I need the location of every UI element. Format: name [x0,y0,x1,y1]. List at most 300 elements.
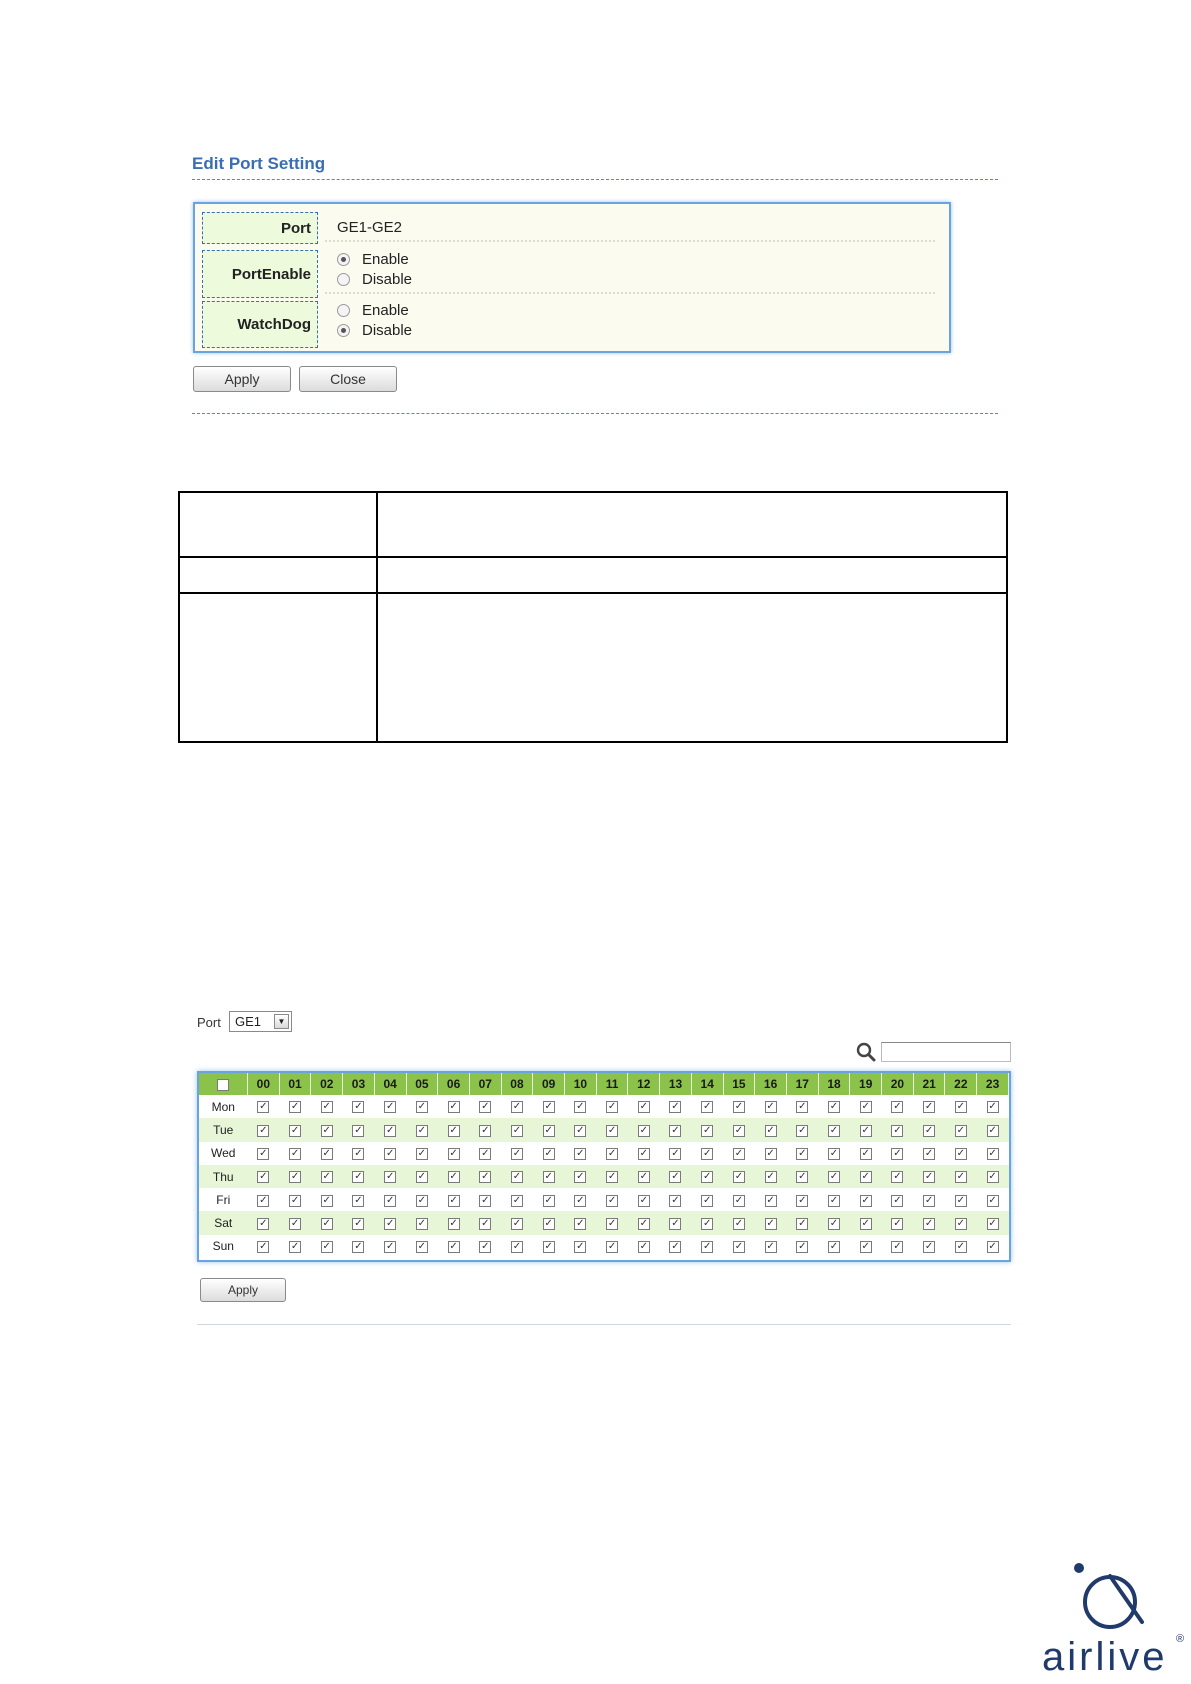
hour-checkbox[interactable]: ✓ [829,1171,839,1183]
hour-cell [691,1095,723,1118]
hour-checkbox[interactable]: ✓ [671,1217,680,1229]
hour-checkbox[interactable]: ✓ [607,1124,617,1136]
hour-checkbox[interactable]: ✓ [671,1241,680,1253]
hour-checkbox[interactable]: ✓ [576,1101,585,1113]
day-row [199,1211,1009,1234]
hour-cell [279,1118,311,1141]
hour-checkbox[interactable]: ✓ [639,1124,648,1136]
hour-cell [882,1211,914,1234]
hour-cell [501,1095,533,1118]
port-label: Port [202,212,318,244]
hour-checkbox[interactable]: ✓ [322,1194,331,1206]
hour-checkbox[interactable]: ✓ [829,1241,839,1253]
hour-header: 04 [374,1073,406,1095]
hour-checkbox[interactable]: ✓ [829,1101,839,1113]
hour-cell [565,1095,597,1118]
hour-cell [438,1188,470,1211]
hour-header: 17 [786,1073,818,1095]
hour-checkbox[interactable]: ✓ [893,1101,902,1113]
title-divider [192,179,998,180]
hour-cell [913,1095,945,1118]
hour-checkbox[interactable]: ✓ [924,1194,934,1206]
hour-checkbox[interactable]: ✓ [734,1217,744,1229]
hour-checkbox[interactable]: ✓ [798,1241,807,1253]
hour-checkbox[interactable]: ✓ [417,1217,427,1229]
watchdog-option-disable[interactable] [337,322,412,339]
hour-checkbox[interactable]: ✓ [322,1148,331,1160]
hour-cell [469,1211,501,1234]
hour-checkbox[interactable]: ✓ [385,1101,395,1113]
hour-checkbox[interactable]: ✓ [861,1101,870,1113]
hour-checkbox[interactable]: ✓ [354,1241,363,1253]
hour-checkbox[interactable]: ✓ [702,1194,712,1206]
hour-checkbox[interactable]: ✓ [798,1101,807,1113]
hour-cell [438,1118,470,1141]
hour-cell [660,1165,692,1188]
hour-checkbox[interactable]: ✓ [893,1124,902,1136]
hour-cell [533,1235,565,1258]
hour-checkbox[interactable]: ✓ [385,1124,395,1136]
row-divider [325,292,935,294]
day-row [199,1165,1009,1188]
hour-checkbox[interactable]: ✓ [481,1171,490,1183]
hour-cell [945,1118,977,1141]
day-label: Thu [199,1165,248,1188]
hour-checkbox[interactable]: ✓ [576,1217,585,1229]
hour-checkbox[interactable]: ✓ [861,1241,870,1253]
hour-cell [691,1235,723,1258]
hour-cell [501,1188,533,1211]
hour-cell [628,1118,660,1141]
hour-cell [977,1142,1009,1165]
hour-checkbox[interactable]: ✓ [322,1101,331,1113]
hour-checkbox[interactable]: ✓ [702,1101,712,1113]
hour-checkbox[interactable]: ✓ [354,1171,363,1183]
hour-checkbox[interactable]: ✓ [417,1241,427,1253]
hour-checkbox[interactable]: ✓ [322,1124,331,1136]
hour-checkbox[interactable]: ✓ [671,1124,680,1136]
hour-checkbox[interactable]: ✓ [322,1241,331,1253]
hour-checkbox[interactable]: ✓ [544,1124,553,1136]
hour-cell [660,1095,692,1118]
hour-checkbox[interactable]: ✓ [988,1148,997,1160]
hour-cell [977,1211,1009,1234]
hour-checkbox[interactable]: ✓ [481,1148,490,1160]
hour-checkbox[interactable]: ✓ [639,1101,648,1113]
hour-checkbox[interactable]: ✓ [639,1171,648,1183]
hour-checkbox[interactable]: ✓ [385,1148,395,1160]
hour-cell [343,1095,375,1118]
hour-checkbox[interactable]: ✓ [988,1194,997,1206]
radio-icon[interactable] [337,273,350,286]
hour-checkbox[interactable]: ✓ [259,1148,268,1160]
hour-checkbox[interactable]: ✓ [956,1217,965,1229]
port-enable-option-enable[interactable] [337,251,409,268]
hour-checkbox[interactable]: ✓ [417,1101,427,1113]
hour-cell [406,1118,438,1141]
hour-header: 23 [977,1073,1009,1095]
hour-checkbox[interactable]: ✓ [481,1194,490,1206]
row-divider [325,240,935,242]
hour-checkbox[interactable]: ✓ [861,1148,870,1160]
apply-button[interactable]: Apply [193,366,291,392]
hour-checkbox[interactable]: ✓ [449,1148,458,1160]
hour-checkbox[interactable]: ✓ [259,1194,268,1206]
hour-cell [248,1095,280,1118]
hour-checkbox[interactable]: ✓ [481,1124,490,1136]
port-select[interactable] [229,1011,292,1032]
hour-cell [343,1118,375,1141]
hour-header: 02 [311,1073,343,1095]
hour-checkbox[interactable]: ✓ [354,1217,363,1229]
hour-cell [469,1165,501,1188]
select-all-cell [199,1073,248,1095]
hour-cell [913,1165,945,1188]
hour-checkbox[interactable]: ✓ [766,1241,775,1253]
hour-checkbox[interactable]: ✓ [988,1124,997,1136]
hour-checkbox[interactable]: ✓ [259,1171,268,1183]
table-row-divider [180,592,1006,594]
hour-checkbox[interactable]: ✓ [576,1171,585,1183]
hour-checkbox[interactable]: ✓ [512,1148,522,1160]
hour-header: 15 [723,1073,755,1095]
hour-cell [628,1142,660,1165]
hour-checkbox[interactable]: ✓ [290,1217,300,1229]
radio-selected-icon[interactable] [337,253,350,266]
hour-checkbox[interactable]: ✓ [449,1217,458,1229]
hour-cell [279,1211,311,1234]
hour-checkbox[interactable]: ✓ [512,1194,522,1206]
hour-cell [755,1142,787,1165]
hour-checkbox[interactable]: ✓ [734,1171,744,1183]
hour-checkbox[interactable]: ✓ [290,1124,300,1136]
hour-cell [818,1095,850,1118]
hour-cell [248,1165,280,1188]
hour-checkbox[interactable]: ✓ [259,1241,268,1253]
hour-checkbox[interactable]: ✓ [734,1241,744,1253]
hour-cell [374,1142,406,1165]
hour-cell [660,1188,692,1211]
hour-checkbox[interactable]: ✓ [322,1171,331,1183]
hour-checkbox[interactable]: ✓ [798,1171,807,1183]
hour-checkbox[interactable]: ✓ [924,1217,934,1229]
hour-checkbox[interactable]: ✓ [449,1124,458,1136]
hour-checkbox[interactable]: ✓ [544,1194,553,1206]
radio-icon[interactable] [337,304,350,317]
hour-cell [850,1095,882,1118]
option-label: Disable [362,322,413,339]
hour-cell [818,1165,850,1188]
port-enable-option-disable[interactable] [337,271,412,288]
hour-cell [882,1095,914,1118]
hour-checkbox[interactable]: ✓ [385,1217,395,1229]
hour-checkbox[interactable]: ✓ [734,1194,744,1206]
hour-checkbox[interactable]: ✓ [956,1171,965,1183]
hour-checkbox[interactable]: ✓ [576,1124,585,1136]
hour-checkbox[interactable]: ✓ [449,1171,458,1183]
hour-cell [691,1118,723,1141]
hour-cell [882,1142,914,1165]
hour-cell [628,1211,660,1234]
hour-header: 08 [501,1073,533,1095]
hour-checkbox[interactable]: ✓ [290,1171,300,1183]
hour-checkbox[interactable]: ✓ [766,1101,775,1113]
hour-checkbox[interactable]: ✓ [512,1171,522,1183]
hour-cell [850,1165,882,1188]
hour-checkbox[interactable]: ✓ [766,1194,775,1206]
hour-header: 12 [628,1073,660,1095]
search-icon[interactable] [855,1041,877,1063]
hour-checkbox[interactable]: ✓ [417,1171,427,1183]
hour-checkbox[interactable]: ✓ [607,1101,617,1113]
hour-cell [406,1188,438,1211]
hour-checkbox[interactable]: ✓ [354,1148,363,1160]
day-label: Wed [199,1142,248,1165]
hour-cell [438,1142,470,1165]
radio-selected-icon[interactable] [337,324,350,337]
svg-text:®: ® [1176,1633,1185,1645]
hour-checkbox[interactable]: ✓ [671,1101,680,1113]
hour-checkbox[interactable]: ✓ [861,1171,870,1183]
hour-header: 18 [818,1073,850,1095]
hour-cell [818,1235,850,1258]
hour-checkbox[interactable]: ✓ [956,1148,965,1160]
hour-checkbox[interactable]: ✓ [671,1194,680,1206]
hour-checkbox[interactable]: ✓ [544,1148,553,1160]
option-label: Disable [362,271,413,288]
hour-cell [723,1211,755,1234]
port-select-value: GE1 [235,1014,262,1029]
hour-cell [913,1142,945,1165]
hour-checkbox[interactable]: ✓ [259,1101,268,1113]
hour-checkbox[interactable]: ✓ [893,1148,902,1160]
hour-checkbox[interactable]: ✓ [639,1194,648,1206]
hour-checkbox[interactable]: ✓ [702,1171,712,1183]
hour-checkbox[interactable]: ✓ [639,1217,648,1229]
hour-checkbox[interactable]: ✓ [893,1194,902,1206]
hour-checkbox[interactable]: ✓ [544,1217,553,1229]
hour-cell [248,1118,280,1141]
hour-cell [596,1095,628,1118]
hour-checkbox[interactable]: ✓ [861,1194,870,1206]
hour-cell [343,1211,375,1234]
hour-checkbox[interactable]: ✓ [671,1148,680,1160]
hour-header: 16 [755,1073,787,1095]
hour-checkbox[interactable]: ✓ [354,1194,363,1206]
hour-checkbox[interactable]: ✓ [417,1194,427,1206]
hour-cell [818,1188,850,1211]
hour-checkbox[interactable]: ✓ [956,1194,965,1206]
hour-checkbox[interactable]: ✓ [893,1171,902,1183]
hour-checkbox[interactable]: ✓ [512,1241,522,1253]
hour-cell [945,1095,977,1118]
hour-checkbox[interactable]: ✓ [607,1217,617,1229]
hour-checkbox[interactable]: ✓ [639,1148,648,1160]
hour-checkbox[interactable]: ✓ [576,1241,585,1253]
hour-checkbox[interactable]: ✓ [417,1124,427,1136]
hour-cell [533,1118,565,1141]
select-all-checkbox[interactable] [217,1079,229,1091]
hour-cell [279,1235,311,1258]
hour-checkbox[interactable]: ✓ [481,1101,490,1113]
hour-checkbox[interactable]: ✓ [702,1241,712,1253]
hour-cell [786,1118,818,1141]
hour-checkbox[interactable]: ✓ [259,1217,268,1229]
hour-cell [660,1235,692,1258]
hour-cell [977,1118,1009,1141]
hour-checkbox[interactable]: ✓ [290,1101,300,1113]
hour-checkbox[interactable]: ✓ [829,1217,839,1229]
hour-checkbox[interactable]: ✓ [766,1148,775,1160]
hour-cell [374,1235,406,1258]
hour-cell [374,1118,406,1141]
hour-cell [311,1235,343,1258]
hour-cell [406,1211,438,1234]
hour-checkbox[interactable]: ✓ [924,1101,934,1113]
hour-checkbox[interactable]: ✓ [607,1171,617,1183]
hour-cell [311,1118,343,1141]
hour-cell [279,1095,311,1118]
hour-cell [438,1235,470,1258]
hour-checkbox[interactable]: ✓ [829,1124,839,1136]
hour-checkbox[interactable]: ✓ [449,1101,458,1113]
hour-checkbox[interactable]: ✓ [512,1101,522,1113]
hour-cell [469,1118,501,1141]
hour-checkbox[interactable]: ✓ [576,1148,585,1160]
hour-cell [913,1188,945,1211]
hour-checkbox[interactable]: ✓ [290,1241,300,1253]
close-button[interactable]: Close [299,366,397,392]
hour-checkbox[interactable]: ✓ [988,1241,997,1253]
hour-cell [248,1142,280,1165]
hour-header: 14 [691,1073,723,1095]
description-table [178,491,1008,743]
airlive-logo [1038,1560,1188,1680]
hour-checkbox[interactable]: ✓ [322,1217,331,1229]
hour-cell [311,1142,343,1165]
hour-checkbox[interactable]: ✓ [798,1217,807,1229]
hour-checkbox[interactable]: ✓ [798,1124,807,1136]
hour-checkbox[interactable]: ✓ [924,1171,934,1183]
hour-checkbox[interactable]: ✓ [481,1217,490,1229]
hour-cell [501,1165,533,1188]
hour-cell [660,1211,692,1234]
hour-checkbox[interactable]: ✓ [544,1171,553,1183]
hour-checkbox[interactable]: ✓ [385,1241,395,1253]
hour-checkbox[interactable]: ✓ [988,1217,997,1229]
hour-cell [691,1188,723,1211]
day-row [199,1095,1009,1118]
hour-checkbox[interactable]: ✓ [829,1194,839,1206]
hour-checkbox[interactable]: ✓ [956,1101,965,1113]
hour-checkbox[interactable]: ✓ [259,1124,268,1136]
hour-cell [469,1188,501,1211]
hour-checkbox[interactable]: ✓ [766,1171,775,1183]
hour-checkbox[interactable]: ✓ [449,1241,458,1253]
hour-cell [248,1235,280,1258]
hour-header: 20 [882,1073,914,1095]
hour-checkbox[interactable]: ✓ [544,1241,553,1253]
hour-checkbox[interactable]: ✓ [354,1101,363,1113]
dropdown-arrow-icon[interactable]: ▼ [274,1014,289,1029]
hour-checkbox[interactable]: ✓ [671,1171,680,1183]
schedule-apply-button[interactable]: Apply [200,1278,286,1302]
hour-cell [755,1188,787,1211]
hour-cell [469,1142,501,1165]
hour-checkbox[interactable]: ✓ [798,1194,807,1206]
hour-checkbox[interactable]: ✓ [861,1124,870,1136]
hour-checkbox[interactable]: ✓ [766,1124,775,1136]
hour-checkbox[interactable]: ✓ [449,1194,458,1206]
search-input[interactable] [881,1042,1011,1062]
hour-checkbox[interactable]: ✓ [417,1148,427,1160]
hour-checkbox[interactable]: ✓ [734,1101,744,1113]
hour-cell [565,1118,597,1141]
hour-checkbox[interactable]: ✓ [988,1171,997,1183]
hour-checkbox[interactable]: ✓ [702,1124,712,1136]
hour-checkbox[interactable]: ✓ [639,1241,648,1253]
hour-checkbox[interactable]: ✓ [893,1217,902,1229]
hour-checkbox[interactable]: ✓ [512,1124,522,1136]
hour-checkbox[interactable]: ✓ [861,1217,870,1229]
hour-checkbox[interactable]: ✓ [924,1148,934,1160]
hour-checkbox[interactable]: ✓ [290,1148,300,1160]
hour-checkbox[interactable]: ✓ [702,1217,712,1229]
hour-checkbox[interactable]: ✓ [607,1194,617,1206]
hour-cell [406,1142,438,1165]
hour-checkbox[interactable]: ✓ [576,1194,585,1206]
option-label: Enable [362,251,409,268]
hour-checkbox[interactable]: ✓ [734,1148,744,1160]
hour-checkbox[interactable]: ✓ [924,1124,934,1136]
hour-checkbox[interactable]: ✓ [766,1217,775,1229]
hour-checkbox[interactable]: ✓ [956,1241,965,1253]
hour-checkbox[interactable]: ✓ [481,1241,490,1253]
hour-cell [850,1118,882,1141]
hour-cell [501,1118,533,1141]
hour-checkbox[interactable]: ✓ [290,1194,300,1206]
hour-cell [406,1235,438,1258]
hour-cell [533,1165,565,1188]
hour-checkbox[interactable]: ✓ [956,1124,965,1136]
hour-checkbox[interactable]: ✓ [924,1241,934,1253]
hour-header: 13 [660,1073,692,1095]
hour-checkbox[interactable]: ✓ [607,1241,617,1253]
hour-header: 11 [596,1073,628,1095]
hour-cell [533,1142,565,1165]
hour-cell [755,1211,787,1234]
hour-checkbox[interactable]: ✓ [702,1148,712,1160]
hour-checkbox[interactable]: ✓ [385,1194,395,1206]
watchdog-label: WatchDog [202,301,318,348]
hour-checkbox[interactable]: ✓ [988,1101,997,1113]
hour-cell [755,1235,787,1258]
watchdog-option-enable[interactable] [337,302,409,319]
hour-checkbox[interactable]: ✓ [734,1124,744,1136]
hour-checkbox[interactable]: ✓ [354,1124,363,1136]
hour-cell [691,1211,723,1234]
hour-checkbox[interactable]: ✓ [893,1241,902,1253]
hour-checkbox[interactable]: ✓ [544,1101,553,1113]
hour-cell [565,1211,597,1234]
hour-checkbox[interactable]: ✓ [385,1171,395,1183]
hour-checkbox[interactable]: ✓ [829,1148,839,1160]
hour-checkbox[interactable]: ✓ [798,1148,807,1160]
day-row [199,1235,1009,1258]
hour-checkbox[interactable]: ✓ [607,1148,617,1160]
hour-cell [501,1142,533,1165]
hour-checkbox[interactable]: ✓ [512,1217,522,1229]
